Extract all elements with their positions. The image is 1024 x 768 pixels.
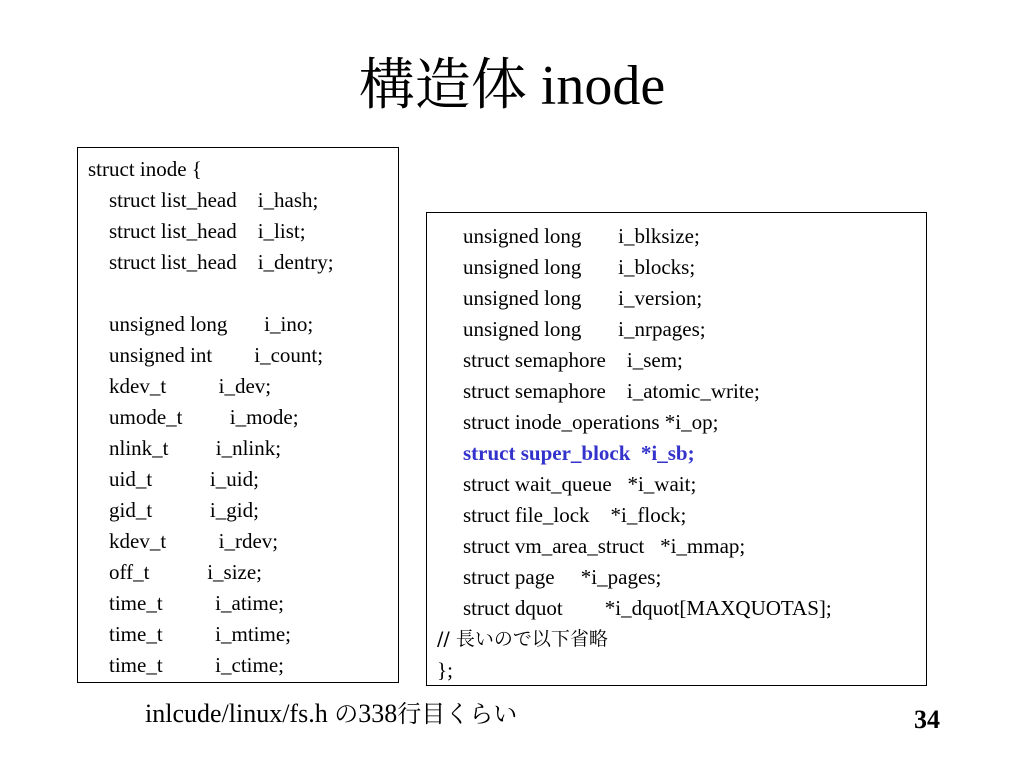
code-line: struct list_head i_hash; (88, 188, 319, 212)
code-line: unsigned long i_nrpages; (463, 317, 706, 341)
code-line: unsigned long i_blksize; (463, 224, 700, 248)
code-line: struct list_head i_dentry; (88, 250, 334, 274)
code-line: struct wait_queue *i_wait; (463, 472, 697, 496)
code-line: unsigned long i_version; (463, 286, 703, 310)
caption-path: inlcude/linux/fs.h (145, 699, 335, 728)
source-caption (145, 696, 517, 732)
code-line: uid_t i_uid; (88, 467, 259, 491)
code-line: gid_t i_gid; (88, 498, 259, 522)
code-line: time_t i_mtime; (88, 622, 291, 646)
code-line: struct semaphore i_sem; (463, 348, 683, 372)
caption-num: 338 (358, 699, 398, 728)
slide-title: 構造体 inode (358, 55, 666, 117)
code-line: }; (437, 658, 453, 682)
code-line: struct vm_area_struct *i_mmap; (463, 534, 746, 558)
code-line: off_t i_size; (88, 560, 263, 584)
code-line: struct list_head i_list; (88, 219, 306, 243)
code-line: unsigned int i_count; (88, 343, 324, 367)
caption-no: の (334, 700, 359, 728)
code-line: struct inode { (88, 157, 202, 181)
code-box-left (77, 147, 399, 683)
code-line: unsigned long i_ino; (88, 312, 314, 336)
code-line: unsigned long i_blocks; (463, 255, 696, 279)
code-line: umode_t i_mode; (88, 405, 299, 429)
code-line: time_t i_ctime; (88, 653, 284, 677)
code-line: struct semaphore i_atomic_write; (463, 379, 760, 403)
code-line: struct inode_operations *i_op; (463, 410, 719, 434)
code-line: struct page *i_pages; (463, 565, 662, 589)
code-line: struct dquot *i_dquot[MAXQUOTAS]; (463, 596, 832, 620)
code-line: struct file_lock *i_flock; (463, 503, 687, 527)
code-line: nlink_t i_nlink; (88, 436, 282, 460)
page-number: 34 (914, 705, 940, 734)
caption-rest: 行目くらい (397, 700, 518, 728)
code-line: time_t i_atime; (88, 591, 284, 615)
code-line-highlighted: struct super_block *i_sb; (463, 441, 695, 465)
code-line: kdev_t i_dev; (88, 374, 272, 398)
code-line: kdev_t i_rdev; (88, 529, 279, 553)
code-box-right (426, 212, 927, 686)
code-comment: // 長いので以下省略 (437, 628, 608, 650)
